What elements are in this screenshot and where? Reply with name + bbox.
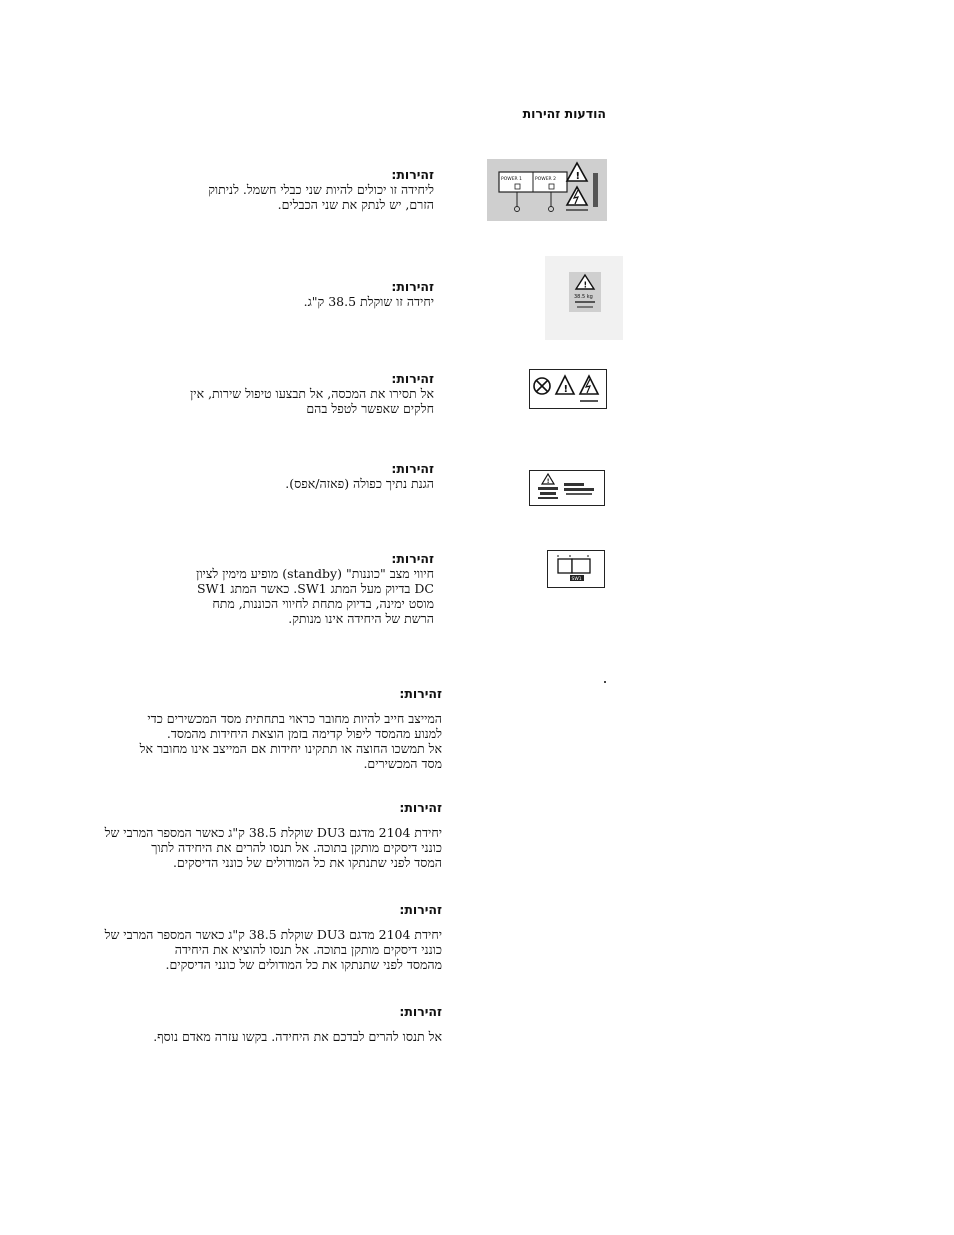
warning-block [140, 686, 442, 771]
warning-block [285, 461, 434, 491]
double-fuse-icon [530, 471, 603, 504]
warning-heading: זהירות: [399, 800, 442, 815]
warning-text-line: למנוע מהמסד ליפול קדימה בזמן הוצאת היחידות מהמסד. [166, 726, 442, 741]
stray-mark [604, 681, 606, 683]
svg-text:!: ! [546, 478, 550, 485]
page-title: הודעות זהירות [522, 106, 606, 121]
warning-heading: זהירות: [391, 551, 434, 566]
warning-text-line: מסד המכשירים. [363, 756, 442, 771]
warning-block [153, 1004, 442, 1044]
label-text: POWER 1 [501, 177, 522, 182]
weight-warning-icon [569, 272, 601, 312]
warning-text-line: חלקים שאפשר לטפל בהם [306, 401, 434, 416]
weight-warning-label [545, 256, 623, 340]
warning-text-line: חיווי מצב "כוננות" (standby) מופיע מימין לציון [196, 566, 434, 581]
warning-text-line: מוסט ימינה, בדיוק מתחת לחיווי הכוננות, מתח [212, 596, 434, 611]
standby-switch-label [547, 550, 605, 588]
warning-text-line: יחידת 2104 מדגם DU3 שוקלת 38.5 ק"ג כאשר המספר המרבי של [104, 927, 442, 942]
warning-text-line: אל תמשכו החוצה או תתקינו יחידות אם המייצב אינו מחובר אל [139, 741, 442, 756]
warning-block [304, 279, 434, 309]
svg-text:!: ! [563, 384, 569, 395]
warning-heading: זהירות: [399, 902, 442, 917]
double-fuse-label [529, 470, 605, 506]
label-text: 38.5 kg [574, 294, 593, 300]
warning-text-line: יחידת 2104 מדגם DU3 שוקלת 38.5 ק"ג כאשר המספר המרבי של [104, 825, 442, 840]
warning-text-line: הזרם, יש לנתק את שני הכבלים. [277, 197, 434, 212]
warning-heading: זהירות: [399, 686, 442, 701]
warning-heading: זהירות: [391, 279, 434, 294]
warning-heading: זהירות: [399, 1004, 442, 1019]
warning-text-line: המייצב חייב להיות מחובר כראוי בתחתית מסד המכשירים כדי [147, 711, 442, 726]
dual-power-cord-warning-label [487, 159, 607, 221]
warning-text-line: הרשת של היחידה אינו מנותק. [288, 611, 434, 626]
warning-heading: זהירות: [391, 371, 434, 386]
warning-text-line: המסד לפני שתנתקו את כל המודולים של כונני הדיסקים. [172, 855, 442, 870]
weight-label-plate [569, 272, 601, 312]
warning-text-line: מהמסד לפני שתנתקו את כל המודולים של כונני הדיסקים. [165, 957, 442, 972]
no-service-warning-label [529, 369, 607, 409]
no-service-icons [530, 370, 605, 407]
label-text: POWER 2 [535, 177, 556, 182]
warning-text-line: כונני דיסקים מותקן בתוכה. אל תנסו להוציא את היחידה [174, 942, 442, 957]
warning-text-line: יחידה זו שוקלת 38.5 ק"ג. [303, 294, 434, 309]
warning-block [190, 371, 434, 416]
warning-text-line: אל תסירו את המכסה, אל תבצעו טיפול שירות, אין [190, 386, 434, 401]
svg-text:!: ! [583, 280, 588, 290]
warning-block [105, 800, 442, 870]
warning-block [105, 902, 442, 972]
standby-switch-icon [548, 551, 603, 586]
warning-text-line: כונני דיסקים מותקן בתוכה. אל תנסו להרים את היחידה לתוך [151, 840, 442, 855]
warning-text-line: הגנת נתיך כפולה (פאזה/אפס). [285, 476, 434, 491]
warning-text-line: אל תנסו להרים לבדכם את היחידה. בקשו עזרה מאדם נוסף. [153, 1029, 442, 1044]
warning-heading: זהירות: [391, 167, 434, 182]
svg-text:!: ! [575, 171, 581, 182]
warning-text-line: DC בדיוק מעל המתג SW1. כאשר המתג SW1 [197, 581, 434, 596]
warning-block [196, 551, 434, 626]
warning-text-line: ליחידה זו יכולים להיות שני כבלי חשמל. לניתוק [208, 182, 434, 197]
warning-block [208, 167, 434, 212]
dual-power-cord-icon [487, 159, 607, 221]
label-text: SW1 [571, 577, 582, 582]
warning-heading: זהירות: [391, 461, 434, 476]
